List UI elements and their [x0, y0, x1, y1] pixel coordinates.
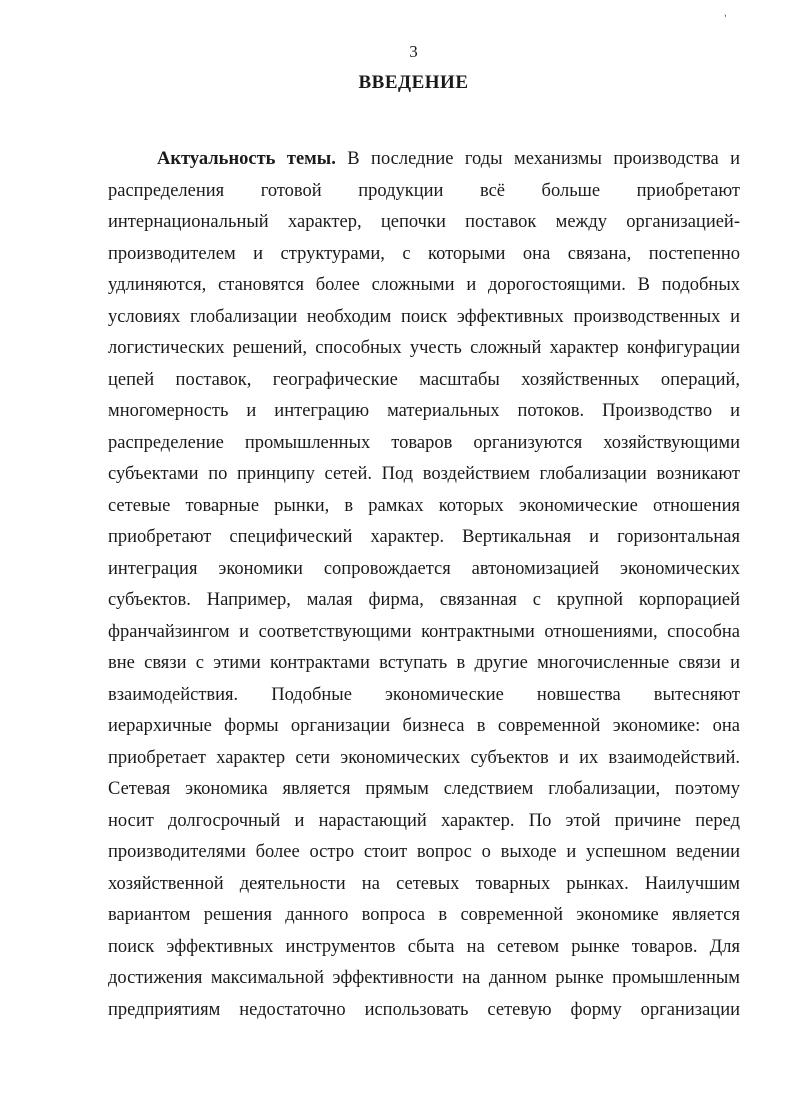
text-line: взаимодействия. Подобные экономические новшества вытесняют [108, 684, 740, 705]
text-line: условиях глобализации необходим поиск эффективных производственных и [108, 306, 740, 327]
text-line: сетевые товарные рынки, в рамках которых экономические отношения [108, 495, 740, 516]
text-line: приобретает характер сети экономических субъектов и их взаимодействий. [108, 747, 740, 768]
body-paragraph [108, 144, 740, 1026]
text-line: предприятиям недостаточно использовать сетевую форму организации [108, 999, 740, 1020]
text-line: интеграция экономики сопровождается автономизацией экономических [108, 558, 740, 579]
text-line: распределения готовой продукции всё больше приобретают [108, 180, 740, 201]
text-line: достижения максимальной эффективности на данном рынке промышленным [108, 968, 740, 988]
text-line: производителями более остро стоит вопрос о выходе и успешном ведении [108, 842, 740, 862]
text-line: распределение промышленных товаров организуются хозяйствующими [108, 432, 740, 453]
text-line-content: В последние годы механизмы производства и [335, 149, 741, 169]
text-line: Сетевая экономика является прямым следствием глобализации, поэтому [108, 779, 740, 799]
text-line: интернациональный характер, цепочки поставок между организацией- [108, 212, 740, 232]
corner-mark: ˎ [723, 4, 734, 19]
page-number: 3 [409, 42, 418, 61]
text-line: удлиняются, становятся более сложными и дорогостоящими. В подобных [108, 275, 740, 295]
text-line: франчайзингом и соответствующими контрактными отношениями, способна [108, 621, 740, 642]
text-line: приобретают специфический характер. Вертикальная и горизонтальная [108, 527, 740, 547]
text-line: вариантом решения данного вопроса в современной экономике является [108, 905, 740, 925]
text-line: носит долгосрочный и нарастающий характер. По этой причине перед [108, 810, 740, 831]
text-line: хозяйственной деятельности на сетевых товарных рынках. Наилучшим [108, 873, 740, 894]
lead-heading: Актуальность темы. [157, 149, 336, 169]
text-line: поиск эффективных инструментов сбыта на сетевом рынке товаров. Для [108, 936, 740, 957]
text-line: производителем и структурами, с которыми она связана, постепенно [108, 243, 740, 264]
text-line: логистических решений, способных учесть сложный характер конфигурации [108, 338, 740, 358]
text-line: вне связи с этими контрактами вступать в другие многочисленные связи и [108, 653, 740, 673]
section-title: ВВЕДЕНИЕ [358, 72, 469, 93]
text-line: цепей поставок, географические масштабы хозяйственных операций, [108, 369, 740, 390]
text-line: многомерность и интеграцию материальных потоков. Производство и [108, 401, 740, 421]
text-line: субъектов. Например, малая фирма, связанная с крупной корпорацией [108, 590, 740, 610]
text-line: иерархичные формы организации бизнеса в современной экономике: она [108, 716, 740, 736]
text-line: субъектами по принципу сетей. Под воздействием глобализации возникают [108, 464, 740, 484]
text-line [108, 144, 740, 176]
